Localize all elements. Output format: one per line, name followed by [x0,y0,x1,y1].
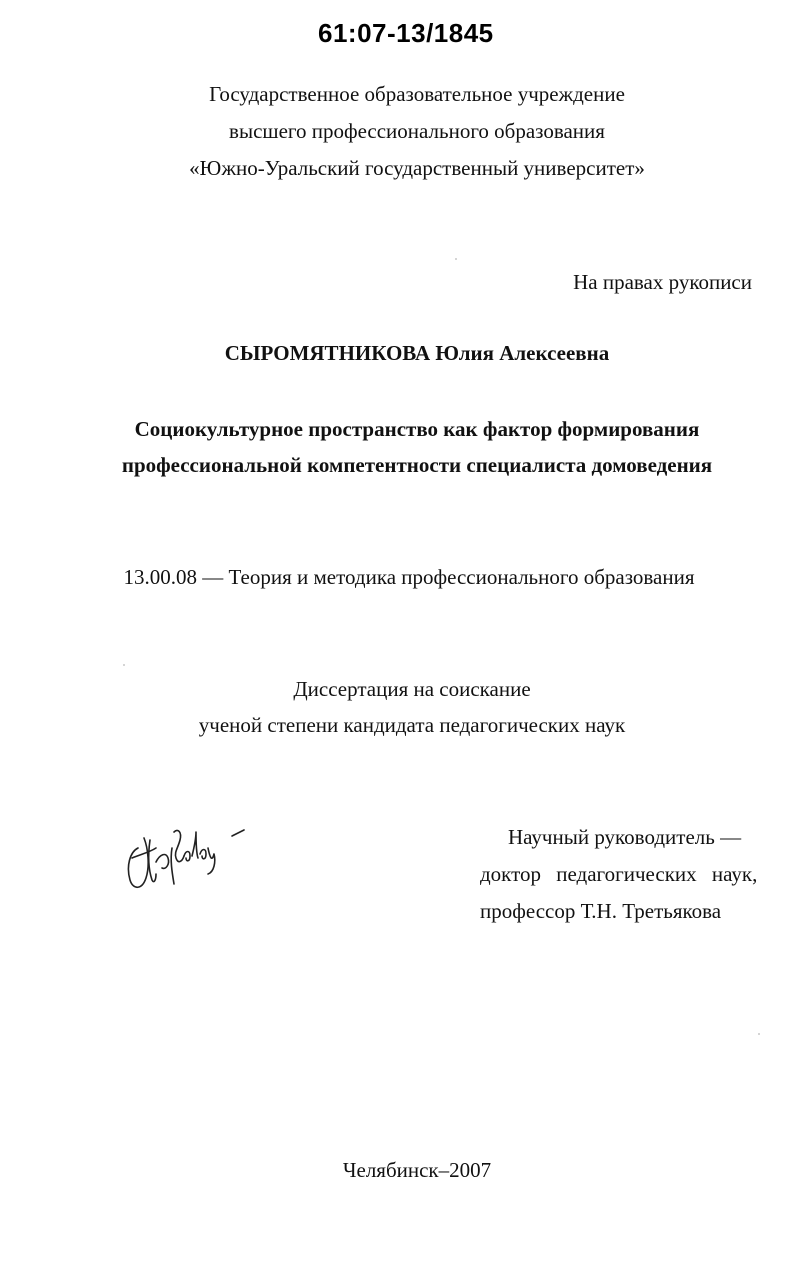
city-year: Челябинск–2007 [342,1158,492,1182]
author-name: СЫРОМЯТНИКОВА Юлия Алексеевна [224,341,610,365]
supervisor-line-2: доктор педагогических наук, [480,862,758,886]
supervisor-line-3: профессор Т.Н. Третьякова [480,899,722,923]
thesis-title-line-1: Социокультурное пространство как фактор формирования [134,417,700,441]
dissertation-line-1: Диссертация на соискание [293,677,531,701]
supervisor-line-1: Научный руководитель — [508,825,742,849]
dissertation-line-2: ученой степени кандидата педагогических наук [198,713,626,737]
specialty-code: 13.00.08 — Теория и методика профессионального образования [123,565,695,589]
thesis-title-line-2: профессиональной компетентности специалиста домоведения [121,453,713,477]
document-code: 61:07-13/1845 [318,18,494,48]
scan-speck [455,258,457,260]
institution-line-2: высшего профессионального образования [229,119,605,143]
scan-speck [758,1033,760,1035]
scan-speck [123,664,125,666]
institution-line-3: «Южно-Уральский государственный университет» [189,156,645,180]
handwritten-signature-icon [120,818,260,898]
institution-line-1: Государственное образовательное учреждение [209,82,625,106]
rights-notice: На правах рукописи [573,270,752,294]
